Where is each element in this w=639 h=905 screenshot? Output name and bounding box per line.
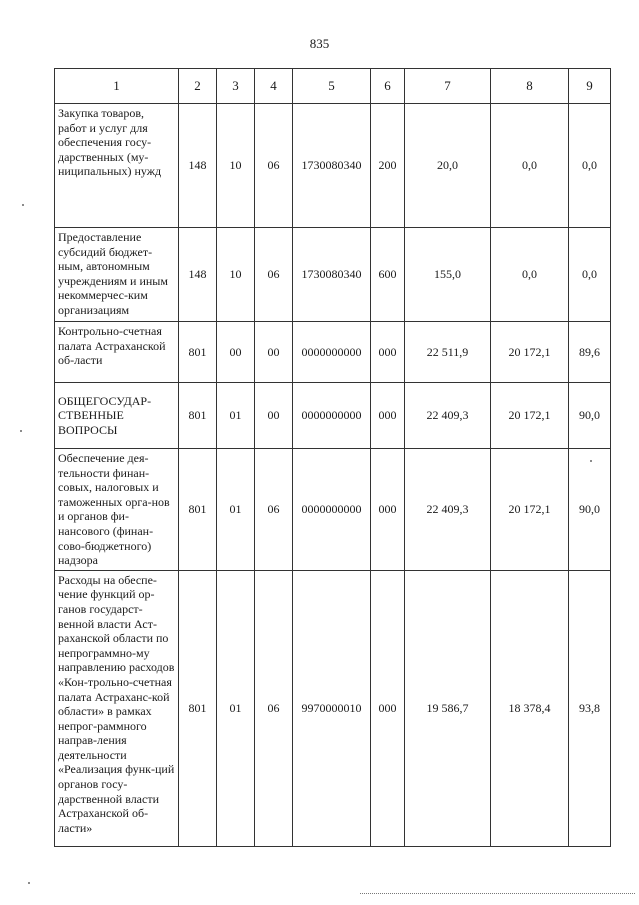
cell-expense-type: 000 xyxy=(371,570,405,846)
row-name: Расходы на обеспе-чение функций ор-ганов государст-венной власти Аст-раханской области по непрограммно-му направлению расходов «Кон-трольно-счетная палата Астраханс-кой области» в рамках непрог-раммного направ-ления деятельности «Реализация функ-ций органов госу-дарственной власти Астраханской об-ласти» xyxy=(55,570,179,846)
cell-target-article: 0000000000 xyxy=(293,383,371,449)
cell-expense-type: 000 xyxy=(371,322,405,383)
cell-target-article: 0000000000 xyxy=(293,322,371,383)
table-row xyxy=(55,228,611,322)
cell-section: 01 xyxy=(217,570,255,846)
cell-expense-type: 000 xyxy=(371,449,405,571)
scan-speck xyxy=(28,882,30,884)
header-col-4: 4 xyxy=(255,69,293,104)
header-col-7: 7 xyxy=(405,69,491,104)
cell-expense-type: 600 xyxy=(371,228,405,322)
cell-section: 00 xyxy=(217,322,255,383)
cell-target-article: 1730080340 xyxy=(293,228,371,322)
row-name: Закупка товаров, работ и услуг для обеспечения госу-дарственных (му-ниципальных) нужд xyxy=(55,104,179,228)
cell-planned: 155,0 xyxy=(405,228,491,322)
cell-section: 01 xyxy=(217,449,255,571)
table-header xyxy=(55,69,611,104)
scan-speck xyxy=(20,430,22,432)
cell-executed: 20 172,1 xyxy=(491,449,569,571)
cell-executed: 0,0 xyxy=(491,228,569,322)
table-row xyxy=(55,322,611,383)
header-col-8: 8 xyxy=(491,69,569,104)
row-name: Контрольно-счетная палата Астраханской об-ласти xyxy=(55,322,179,383)
table-row xyxy=(55,104,611,228)
header-col-5: 5 xyxy=(293,69,371,104)
cell-expense-type: 200 xyxy=(371,104,405,228)
header-col-9: 9 xyxy=(569,69,611,104)
cell-subsection: 06 xyxy=(255,570,293,846)
cell-executed: 20 172,1 xyxy=(491,322,569,383)
table-row xyxy=(55,570,611,846)
row-name: ОБЩЕГОСУДАР-СТВЕННЫЕ ВОПРОСЫ xyxy=(55,383,179,449)
cell-executed: 20 172,1 xyxy=(491,383,569,449)
cell-percent: 0,0 xyxy=(569,104,611,228)
table-row xyxy=(55,449,611,571)
cell-executed: 0,0 xyxy=(491,104,569,228)
cell-target-article: 0000000000 xyxy=(293,449,371,571)
cell-ministry-code: 801 xyxy=(179,570,217,846)
cell-planned: 22 409,3 xyxy=(405,449,491,571)
cell-subsection: 06 xyxy=(255,228,293,322)
cell-subsection: 06 xyxy=(255,449,293,571)
row-name: Обеспечение дея-тельности финан-совых, налоговых и таможенных орга-нов и органов фи-нансового (финан-сово-бюджетного) надзора xyxy=(55,449,179,571)
cell-planned: 20,0 xyxy=(405,104,491,228)
cell-percent: 90,0 xyxy=(569,449,611,571)
table-row xyxy=(55,383,611,449)
header-col-1: 1 xyxy=(55,69,179,104)
cell-planned: 22 511,9 xyxy=(405,322,491,383)
cell-ministry-code: 801 xyxy=(179,322,217,383)
cell-expense-type: 000 xyxy=(371,383,405,449)
page-number: 835 xyxy=(309,36,330,51)
cell-percent: 93,8 xyxy=(569,570,611,846)
cell-percent: 90,0 xyxy=(569,383,611,449)
header-col-3: 3 xyxy=(217,69,255,104)
cell-ministry-code: 801 xyxy=(179,383,217,449)
header-col-6: 6 xyxy=(371,69,405,104)
cell-ministry-code: 148 xyxy=(179,228,217,322)
cell-percent: 89,6 xyxy=(569,322,611,383)
cell-section: 10 xyxy=(217,228,255,322)
footer-rule xyxy=(360,893,635,894)
cell-section: 10 xyxy=(217,104,255,228)
cell-subsection: 00 xyxy=(255,383,293,449)
cell-executed: 18 378,4 xyxy=(491,570,569,846)
scan-speck xyxy=(22,204,24,206)
budget-table xyxy=(54,68,611,847)
cell-planned: 19 586,7 xyxy=(405,570,491,846)
cell-planned: 22 409,3 xyxy=(405,383,491,449)
cell-target-article: 9970000010 xyxy=(293,570,371,846)
cell-subsection: 00 xyxy=(255,322,293,383)
cell-target-article: 1730080340 xyxy=(293,104,371,228)
scan-speck xyxy=(590,460,592,462)
cell-ministry-code: 148 xyxy=(179,104,217,228)
row-name: Предоставление субсидий бюджет-ным, автономным учреждениям и иным некоммерчес-ким организациям xyxy=(55,228,179,322)
cell-subsection: 06 xyxy=(255,104,293,228)
cell-ministry-code: 801 xyxy=(179,449,217,571)
header-col-2: 2 xyxy=(179,69,217,104)
cell-section: 01 xyxy=(217,383,255,449)
cell-percent: 0,0 xyxy=(569,228,611,322)
